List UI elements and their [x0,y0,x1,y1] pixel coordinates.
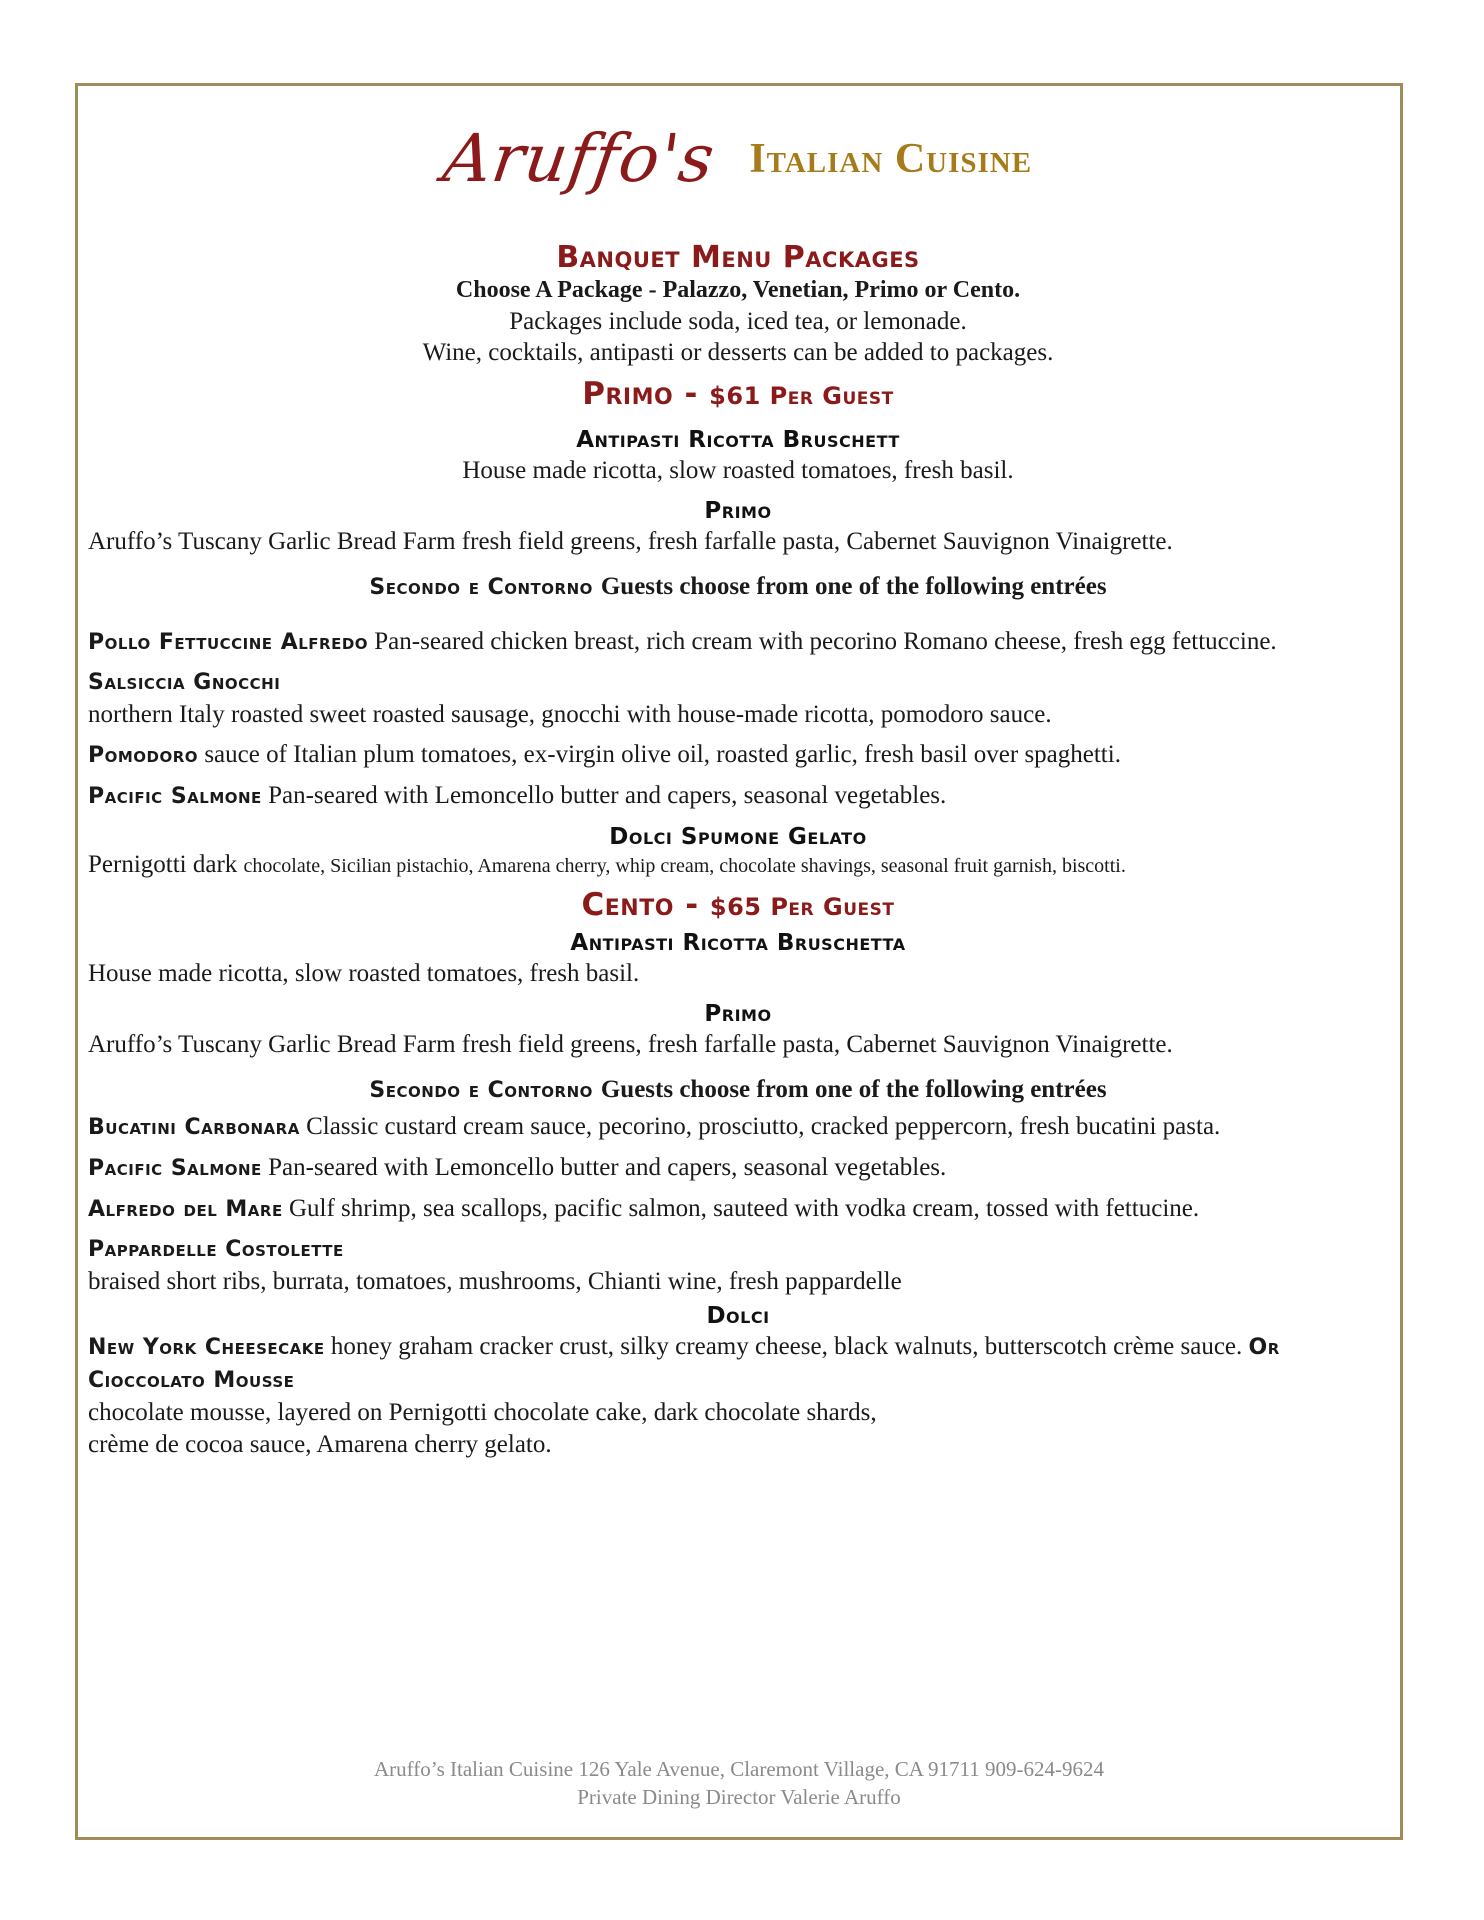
menu-entry [88,1111,1388,1144]
menu-entry [88,667,1388,731]
primo-package-name: Primo - [582,376,698,412]
dolci-lead: Pernigotti dark [88,851,244,878]
entry-desc: northern Italy roasted sweet roasted sausage, gnocchi with house-made ricotta, pomodoro sauce. [88,701,1052,728]
cento-dolci-desc [88,1331,1388,1397]
package-includes: Packages include soda, iced tea, or lemonade. [509,308,967,335]
menu-entry [88,1152,1388,1185]
primo-package-heading [88,374,1388,416]
menu-entry [88,626,1388,659]
primo-secondo-heading [88,570,1388,604]
choose-package: Choose A Package - Palazzo, Venetian, Primo or Cento. [455,277,1021,303]
cheesecake-desc: honey graham cracker crust, silky creamy cheese, black walnuts, butterscotch crème sauce. [324,1333,1249,1360]
primo-dolci-desc [88,852,1388,879]
primo-secondo-label: Secondo e Contorno [369,575,593,600]
cento-secondo-label: Secondo e Contorno [369,1078,593,1103]
footer [75,1755,1403,1811]
cento-antipasti-heading: Antipasti Ricotta Bruschetta [570,930,906,956]
package-addons: Wine, cocktails, antipasti or desserts can be added to packages. [422,339,1054,366]
cento-package-price: $65 Per Guest [709,893,895,921]
dolci-detail: chocolate, Sicilian pistachio, Amarena cherry, whip cream, chocolate shavings, seasonal fruit garnish, biscotti. [243,855,1126,877]
cento-package-name: Cento - [581,887,699,923]
primo-course-desc: Aruffo’s Tuscany Garlic Bread Farm fresh field greens, fresh farfalle pasta, Cabernet Sauvignon Vinaigrette. [88,528,1173,555]
entry-desc: Pan-seared with Lemoncello butter and capers, seasonal vegetables. [261,1154,947,1181]
footer-director: Private Dining Director Valerie Aruffo [577,1785,901,1809]
entry-desc: braised short ribs, burrata, tomatoes, mushrooms, Chianti wine, fresh pappardelle [88,1268,902,1295]
entry-name: Pacific Salmone [88,784,262,809]
primo-dolci-heading: Dolci Spumone Gelato [609,824,867,850]
primo-antipasti-desc: House made ricotta, slow roasted tomatoes, fresh basil. [462,457,1014,484]
entry-name: Pacific Salmone [88,1156,262,1181]
mousse-name: Or Cioccolato Mousse [88,1335,1280,1393]
entry-name: Pappardelle Costolette [88,1237,344,1262]
primo-antipasti-heading: Antipasti Ricotta Bruschett [576,427,900,453]
header [88,120,1388,235]
cento-secondo-heading [88,1073,1388,1107]
mousse-desc-line-2: crème de cocoa sauce, Amarena cherry gelato. [88,1431,552,1458]
menu-entry [88,1193,1388,1226]
mousse-desc-line-1: chocolate mousse, layered on Pernigotti chocolate cake, dark chocolate shards, [88,1399,877,1426]
primo-secondo-text: Guests choose from one of the following entrées [600,573,1107,600]
cento-secondo-text: Guests choose from one of the following entrées [600,1076,1107,1103]
restaurant-logo: Aruffo's [438,120,720,197]
entry-desc: sauce of Italian plum tomatoes, ex-virgin olive oil, roasted garlic, fresh basil over spaghetti. [198,741,1121,768]
entry-name: Pollo Fettuccine Alfredo [88,630,369,655]
tagline: Italian Cuisine [749,135,1033,182]
entry-name: Salsiccia Gnocchi [88,670,281,695]
entry-desc: Classic custard cream sauce, pecorino, prosciutto, cracked peppercorn, fresh bucatini pasta. [299,1113,1221,1140]
entry-desc: Pan-seared chicken breast, rich cream with pecorino Romano cheese, fresh egg fettuccine. [368,628,1277,655]
entry-desc: Gulf shrimp, sea scallops, pacific salmon, sauteed with vodka cream, tossed with fettucine. [282,1195,1200,1222]
menu-title: Banquet Menu Packages [556,240,920,275]
cento-dolci-heading: Dolci [706,1303,770,1329]
primo-package-price: $61 Per Guest [709,382,894,410]
cento-primo-heading: Primo [704,1001,772,1027]
footer-address: Aruffo’s Italian Cuisine 126 Yale Avenue, Claremont Village, CA 91711 909-624-9624 [374,1757,1104,1781]
cento-primo-desc: Aruffo’s Tuscany Garlic Bread Farm fresh field greens, fresh farfalle pasta, Cabernet Sauvignon Vinaigrette. [88,1031,1173,1058]
cento-antipasti-desc: House made ricotta, slow roasted tomatoes, fresh basil. [88,960,640,987]
cento-package-heading [88,885,1388,927]
menu-entry [88,1234,1388,1298]
menu-entry [88,739,1388,772]
menu-entry [88,780,1388,813]
entry-name: Bucatini Carbonara [88,1115,300,1140]
entry-name: Pomodoro [88,743,199,768]
entry-name: Alfredo del Mare [88,1197,283,1222]
primo-course-heading: Primo [704,498,772,524]
menu-content [88,120,1388,1461]
cheesecake-name: New York Cheesecake [88,1335,325,1360]
entry-desc: Pan-seared with Lemoncello butter and capers, seasonal vegetables. [261,782,947,809]
